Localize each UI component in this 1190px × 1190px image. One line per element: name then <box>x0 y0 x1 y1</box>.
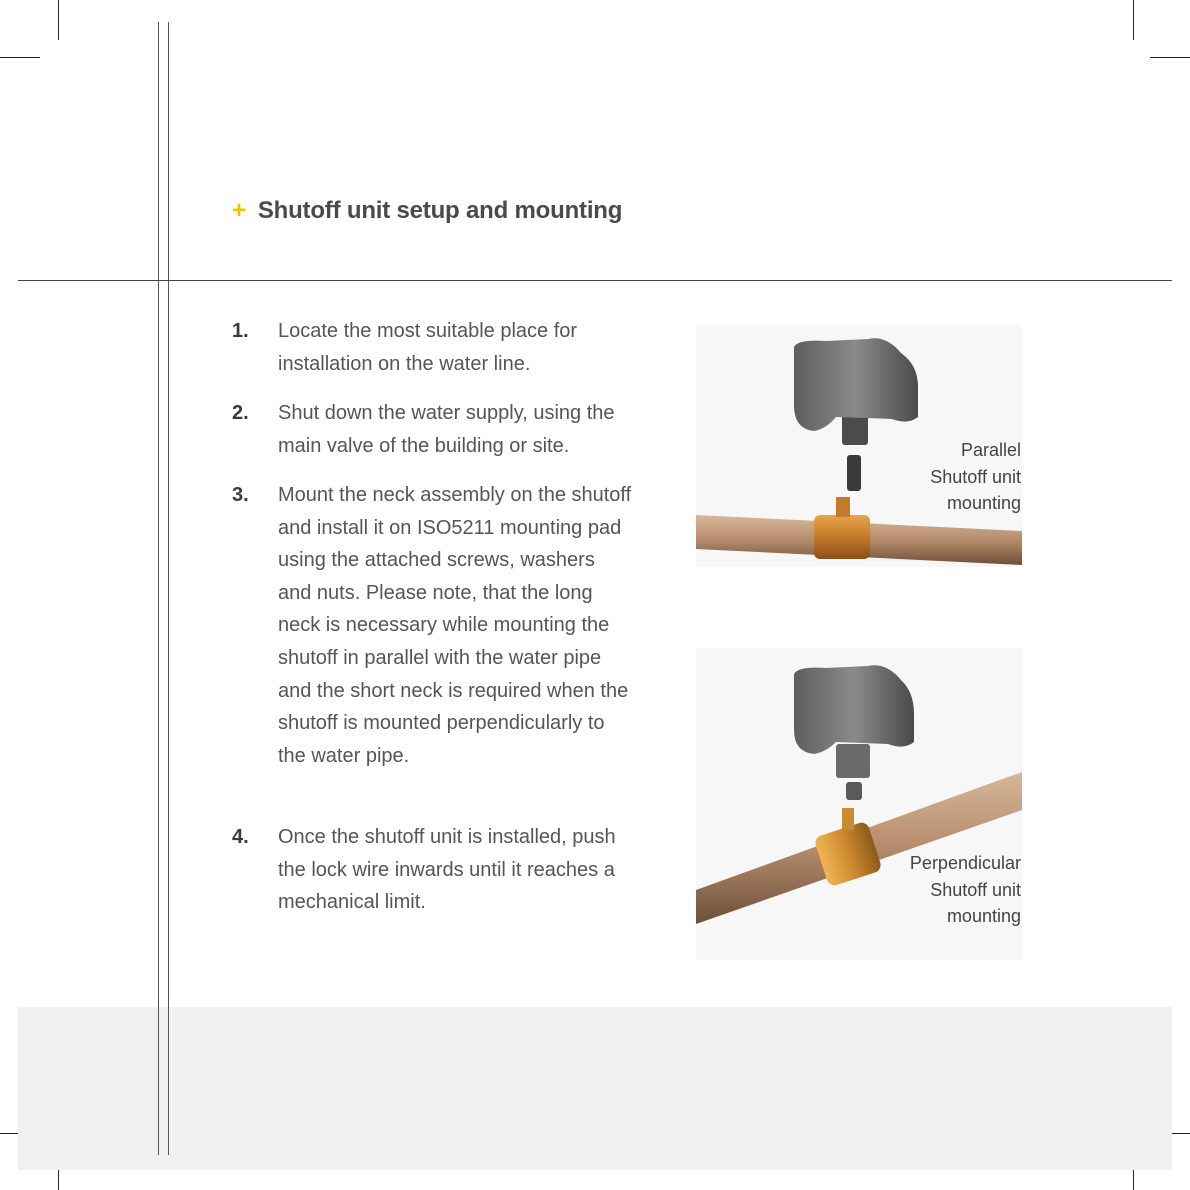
caption-line: mounting <box>946 906 1021 926</box>
step-number: 1. <box>232 320 249 342</box>
crop-mark <box>1133 0 1134 40</box>
step-4 <box>232 821 632 919</box>
plus-icon: + <box>232 197 246 224</box>
crop-mark <box>1150 57 1190 58</box>
step-text: Once the shutoff unit is installed, push the lock wire inwards until it reaches a mechanical limit. <box>278 826 616 914</box>
crop-mark <box>0 57 40 58</box>
step-text: Mount the neck assembly on the shutoff and install it on ISO5211 mounting pad using the attached screws, washers and nuts. Please note, that the long neck is necessary while mounting the shutoff in parallel with the water pipe and the short neck is required when the shutoff is mounted perpendicularly to the water pipe. <box>278 484 632 767</box>
footer-band <box>18 1007 1172 1170</box>
step-number: 2. <box>232 402 249 424</box>
caption-line: Perpendicular <box>909 853 1021 873</box>
step-3 <box>232 479 632 772</box>
caption-line: Parallel <box>960 440 1021 460</box>
caption-line: Shutoff unit <box>930 879 1021 900</box>
step-text: Locate the most suitable place for installation on the water line. <box>278 320 578 375</box>
step-2 <box>232 397 632 462</box>
neck-assembly <box>836 744 870 778</box>
valve-stem <box>842 808 854 830</box>
section-divider <box>18 280 1172 281</box>
parallel-caption <box>821 437 1021 517</box>
step-number: 3. <box>232 484 249 506</box>
margin-line-right <box>168 22 169 1155</box>
step-1 <box>232 315 632 380</box>
shutoff-actuator <box>794 338 918 431</box>
section-heading <box>232 197 622 225</box>
margin-line-left <box>158 22 159 1155</box>
perpendicular-caption <box>821 850 1021 930</box>
shutoff-actuator <box>794 665 914 754</box>
step-number: 4. <box>232 826 249 848</box>
section-title: Shutoff unit setup and mounting <box>257 197 623 224</box>
caption-line: mounting <box>946 493 1021 513</box>
short-neck <box>846 782 862 800</box>
caption-line: Shutoff unit <box>930 466 1021 487</box>
crop-mark <box>58 0 59 40</box>
step-text: Shut down the water supply, using the main valve of the building or site. <box>278 402 615 457</box>
ball-valve <box>814 515 870 559</box>
